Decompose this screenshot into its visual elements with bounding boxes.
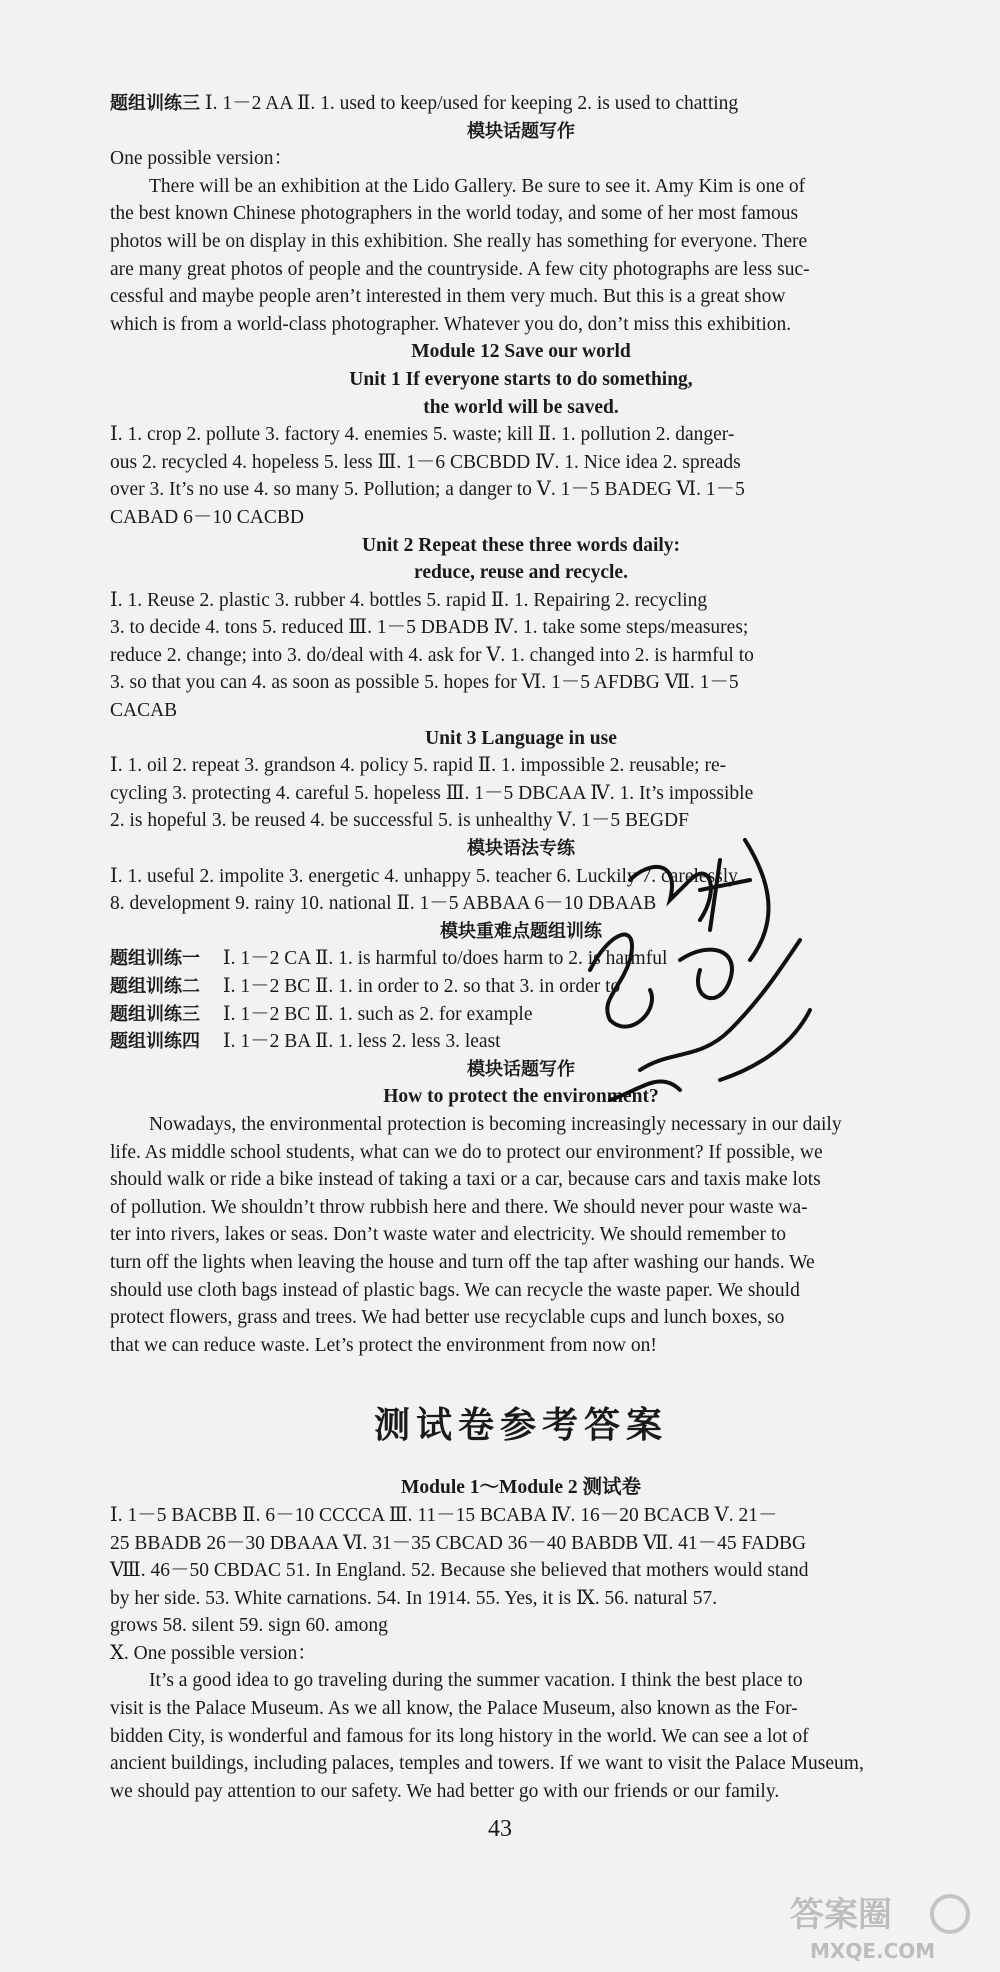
essay-line: There will be an exhibition at the Lido Gallery. Be sure to see it. Amy Kim is one of (149, 175, 806, 197)
test-subtitle: Module 1～Module 2 测试卷 (401, 1477, 641, 1499)
essay-line: ter into rivers, lakes or seas. Don’t waste water and electricity. We should remember to (110, 1224, 787, 1246)
drill-text: Ⅰ. 1－2 BA Ⅱ. 1. less 2. less 3. least (222, 1031, 501, 1053)
key-points-drill-title: 模块重难点题组训练 (440, 920, 602, 942)
topic-writing-title: 模块话题写作 (467, 1058, 575, 1080)
drill-text: Ⅰ. 1－2 BC Ⅱ. 1. in order to 2. so that 3. in order to (222, 976, 621, 997)
answer-line: by her side. 53. White carnations. 54. In 1914. 55. Yes, it is Ⅸ. 56. natural 57. (110, 1587, 718, 1609)
drill-label: 题组训练一 (110, 948, 200, 970)
site-watermark-logo (780, 1886, 990, 1966)
watermark-circle (932, 1896, 968, 1932)
answer-line: ous 2. recycled 4. hopeless 5. less Ⅲ. 1－6 CBCBDD Ⅳ. 1. Nice idea 2. spreads (110, 451, 741, 473)
essay-line: bidden City, is wonderful and famous for its long history in the world. We can see a lot of (110, 1725, 809, 1747)
unit-2-answers (110, 587, 932, 725)
grammar-practice-title: 模块语法专练 (467, 838, 575, 860)
unit-2-title-cont: reduce, reuse and recycle. (414, 562, 628, 584)
answer-line: 3. so that you can 4. as soon as possible 5. hopes for Ⅵ. 1－5 AFDBG Ⅶ. 1－5 (110, 672, 739, 694)
test-answers (110, 1502, 932, 1640)
answer-line: grows 58. silent 59. sign 60. among (110, 1615, 388, 1637)
unit-1-title: Unit 1 If everyone starts to do something, (349, 368, 693, 390)
possible-version-label: Ⅹ. One possible version： (110, 1642, 317, 1664)
unit-1-answers (110, 421, 932, 531)
answer-line: 2. is hopeful 3. be reused 4. be successful 5. is unhealthy Ⅴ. 1－5 BEGDF (110, 810, 689, 832)
essay-exhibition (110, 173, 932, 339)
drill-group-3-answer (110, 90, 932, 118)
answer-line: Ⅰ. 1. useful 2. impolite 3. energetic 4. unhappy 5. teacher 6. Luckily 7. carelessly (110, 865, 738, 887)
answer-line: CABAD 6－10 CACBD (110, 506, 304, 528)
drill-label: 题组训练四 (110, 1031, 200, 1053)
essay-line: that we can reduce waste. Let’s protect the environment from now on! (110, 1334, 657, 1356)
answer-line: Ⅰ. 1－5 BACBB Ⅱ. 6－10 CCCCA Ⅲ. 11－15 BCABA Ⅳ. 16－20 BCACB Ⅴ. 21－ (110, 1504, 778, 1526)
essay-travel (110, 1667, 932, 1805)
drill-text: Ⅰ. 1－2 BC Ⅱ. 1. such as 2. for example (222, 1003, 533, 1025)
test-answers-title: 测试卷参考答案 (373, 1405, 668, 1447)
drill-text: Ⅰ. 1－2 AA Ⅱ. 1. used to keep/used for keeping 2. is used to chatting (204, 93, 739, 114)
answer-line: cycling 3. protecting 4. careful 5. hopeless Ⅲ. 1－5 DBCAA Ⅳ. 1. It’s impossible (110, 782, 754, 804)
essay-line: should use cloth bags instead of plastic bags. We can recycle the waste paper. We should (110, 1279, 800, 1301)
essay-line: life. As middle school students, what can we do to protect our environment? If possible, we (110, 1141, 823, 1163)
module-12-title: Module 12 Save our world (411, 341, 631, 363)
watermark-text: 答案圈 (790, 1895, 892, 1935)
essay-line: cessful and maybe people aren’t interested in them very much. But this is a great show (110, 286, 786, 308)
answer-line: 3. to decide 4. tons 5. reduced Ⅲ. 1－5 DBADB Ⅳ. 1. take some steps/measures; (110, 617, 749, 639)
page-number: 43 (488, 1816, 512, 1842)
drill-label: 题组训练二 (110, 976, 200, 997)
answer-line: over 3. It’s no use 4. so many 5. Pollution; a danger to Ⅴ. 1－5 BADEG Ⅵ. 1－5 (110, 479, 745, 501)
essay-line: should walk or ride a bike instead of taking a taxi or a car, because cars and taxis make lots (110, 1169, 821, 1191)
essay-line: It’s a good idea to go traveling during the summer vacation. I think the best place to (149, 1670, 803, 1692)
essay-line: of pollution. We shouldn’t throw rubbish here and there. We should never pour waste wa- (110, 1196, 808, 1218)
section-title-topic-writing: 模块话题写作 (467, 120, 575, 142)
drill-label: 题组训练三 (110, 1003, 200, 1025)
answer-line: Ⅷ. 46－50 CBDAC 51. In England. 52. Because she believed that mothers would stand (110, 1560, 809, 1582)
answer-line: Ⅰ. 1. Reuse 2. plastic 3. rubber 4. bottles 5. rapid Ⅱ. 1. Repairing 2. recycling (110, 589, 708, 611)
watermark-url: MXQE.COM (810, 1939, 936, 1963)
essay-line: protect flowers, grass and trees. We had better use recyclable cups and lunch boxes, so (110, 1307, 785, 1329)
essay-environment (110, 1111, 932, 1359)
essay-line: which is from a world-class photographer. Whatever you do, don’t miss this exhibition. (110, 313, 792, 335)
handwritten-signature (570, 820, 830, 1120)
answer-line: Ⅰ. 1. oil 2. repeat 3. grandson 4. policy 5. rapid Ⅱ. 1. impossible 2. reusable; re- (110, 755, 727, 777)
essay-line: are many great photos of people and the countryside. A few city photographs are less suc- (110, 258, 810, 280)
essay-line: photos will be on display in this exhibition. She really has something for everyone. There (110, 230, 808, 252)
possible-version-label: One possible version： (110, 148, 294, 170)
answer-line: 8. development 9. rainy 10. national Ⅱ. 1－5 ABBAA 6－10 DBAAB (110, 893, 657, 915)
essay-line: the best known Chinese photographers in the world today, and some of her most famous (110, 203, 799, 225)
unit-3-title: Unit 3 Language in use (425, 727, 617, 749)
writing-subtitle: How to protect the environment? (383, 1086, 659, 1108)
drill-label: 题组训练三 (110, 93, 200, 114)
unit-1-title-cont: the world will be saved. (423, 396, 619, 418)
answer-line: 25 BBADB 26－30 DBAAA Ⅵ. 31－35 CBCAD 36－40 BABDB Ⅶ. 41－45 FADBG (110, 1532, 807, 1554)
essay-line: Nowadays, the environmental protection is becoming increasingly necessary in our daily (149, 1113, 842, 1135)
essay-line: visit is the Palace Museum. As we all know, the Palace Museum, also known as the For- (110, 1698, 798, 1720)
answer-line: reduce 2. change; into 3. do/deal with 4. ask for Ⅴ. 1. changed into 2. is harmful to (110, 644, 754, 666)
essay-line: turn off the lights when leaving the house and turn off the tap after washing our hands. We (110, 1251, 815, 1273)
essay-line: ancient buildings, including palaces, temples and towers. If we want to visit the Palace Museum, (110, 1753, 864, 1775)
answer-line: CACAB (110, 700, 178, 722)
essay-line: we should pay attention to our safety. We had better go with our friends or our family. (110, 1780, 780, 1802)
drill-text: Ⅰ. 1－2 CA Ⅱ. 1. is harmful to/does harm to 2. is harmful (222, 948, 668, 970)
answer-line: Ⅰ. 1. crop 2. pollute 3. factory 4. enemies 5. waste; kill Ⅱ. 1. pollution 2. danger- (110, 424, 735, 446)
unit-2-title: Unit 2 Repeat these three words daily: (361, 534, 681, 556)
